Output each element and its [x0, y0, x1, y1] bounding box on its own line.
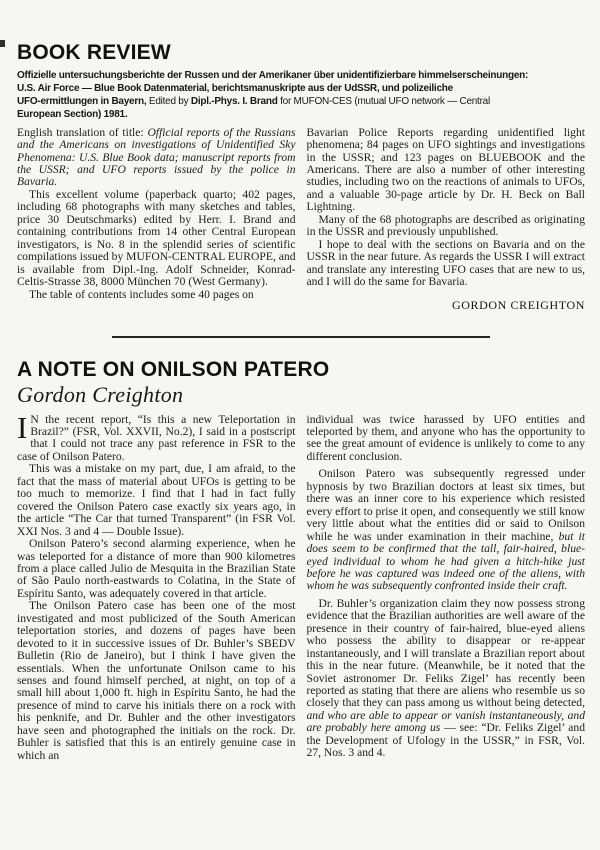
- column-left: [17, 409, 296, 763]
- paragraph: [307, 598, 586, 760]
- text-run: UFO-ermittlungen in Bayern,: [17, 95, 147, 107]
- text-run: N the recent report, “Is this a new Teleportation in Brazil?” (FSR, Vol. XXVII, No.2), I said in a postscript that I could not trace any past reference in FSR to the case of Onilson Patero.: [17, 412, 296, 463]
- note-article-columns: [17, 409, 586, 763]
- section-divider: [112, 336, 490, 338]
- column-right: [307, 414, 586, 763]
- paragraph: Onilson Patero’s second alarming experience, when he was teleported for a distance of more than 900 kilometres from a place called Julio de Mesquita in the Brazilian State of São Paulo north-eastwards to Colatina, in the State of Espíritu Santo, was adequately covered in that article.: [17, 537, 296, 600]
- text-run-italic: Official reports of the Russians and the Americans on investigations of Unidentified Sky Phenomena: U.S. Blue Book data; manuscript reports from the USSR; and UFO reports issued by the police in Bavaria.: [17, 125, 296, 189]
- note-article-heading: A NOTE ON ONILSON PATERO: [17, 357, 330, 381]
- column-left: [17, 127, 296, 312]
- text-run: Onilson Patero was subsequently regressed under hypnosis by two Brazilian doctors at least six times, but there was an inner core to his experience which resisted every effort to prise it open, and consequently we still know very little about what the entities did or said to Onilson while he was under examination in their machine,: [306, 467, 585, 543]
- paragraph: This excellent volume (paperback quarto; 402 pages, including 68 photographs with many sketches and tables, price 30 Deutschmarks) edited by Herr. I. Brand and containing contributions from 14 other Central European investigators, is No. 8 in the splendid series of scientific compilations issued by MUFON-CENTRAL EUROPE, and is available from Dipl.-Ing. Adolf Schneider, Konrad-Celtis-Strasse 38, 8000 München 70 (West Germany).: [17, 187, 296, 289]
- paragraph: [17, 127, 296, 189]
- paragraph: The Onilson Patero case has been one of the most investigated and most publicized of the South American teleportation stories, and dozens of pages have been devoted to it in successive issues of Dr. Buhler’s SBEDV Bulletin (Rio de Janeiro), but I think I have given the essentials. When the unfortunate Onilson came to his senses and found himself perched, at night, on top of a small hill about 1,000 ft. high in Espíritu Santo, he had the presence of mind to carve his initials there on a rock with his penknife, and Dr. Buhler and the other investigators have seen and photographed the initials on the rock. Dr. Buhler is satisfied that this is an entirely genuine case in which an: [17, 599, 296, 762]
- column-right: [307, 127, 586, 312]
- text-run-italic: but it does seem to be confirmed that the tall, fair-haired, blue-eyed individual to whom he had given a hitch-hike just before he was captured was indeed one of the aliens, with whom he was subsequently confronted inside their craft.: [306, 529, 586, 593]
- paragraph: This was a mistake on my part, due, I am afraid, to the fact that the mass of material about UFOs is getting to be too much to memorize. I find that I had in fact fully covered the Onilson Patero case exactly six years ago, in the article “The Car that turned Transparent” (in FSR Vol. XXI Nos. 3 and 4 — Double Issue).: [17, 462, 296, 538]
- paragraph: Many of the 68 photographs are described as originating in the USSR and previously unpublished.: [306, 212, 585, 239]
- scan-artifact: [0, 40, 5, 47]
- paragraph: I hope to deal with the sections on Bavaria and on the USSR in the near future. As regards the USSR I will extract and translate any interesting UFO cases that are new to us, and I will do the same for Bavaria.: [306, 237, 585, 289]
- note-article-byline: Gordon Creighton: [17, 381, 184, 407]
- text-run: Dr. Buhler’s organization claim they now possess strong evidence that the Brazilian authorities are well aware of the presence in their country of fair-haired, blue-eyed aliens who possess the ability to disappear or re-appear instantaneously, and I will translate a Brazilian report about this in the near future. (Meanwhile, be it noted that the Soviet astronomer Dr. Feliks Zigel’ has recently been reported as stating that there are aliens who resemble us so closely that they can pass among us without being detected,: [306, 596, 585, 710]
- text-run: Dipl.-Phys. I. Brand: [190, 95, 278, 107]
- paragraph: The table of contents includes some 40 pages on: [29, 287, 254, 301]
- reviewer-signature: GORDON CREIGHTON: [451, 297, 585, 312]
- book-review-subtitle: [17, 70, 585, 122]
- book-review-section: [17, 42, 585, 312]
- note-article-section: [17, 359, 585, 763]
- paragraph: individual was twice harassed by UFO entities and teleported by them, and anyone who has the opportunity to see the great amount of evidence is unlikely to come to any different conclusion.: [306, 412, 585, 463]
- subtitle-line: European Section) 1981.: [17, 108, 128, 120]
- text-run: Edited by: [146, 95, 191, 107]
- text-run: for MUFON-CES (mutual UFO network — Central: [277, 95, 490, 107]
- text-run-italic: and who are able to appear or vanish instantaneously, and are probably here among us: [306, 708, 585, 735]
- drop-cap: I: [17, 409, 28, 445]
- paragraph: [17, 409, 296, 464]
- text-run: English translation of title:: [17, 125, 148, 139]
- book-review-columns: [17, 127, 585, 312]
- book-review-heading: BOOK REVIEW: [17, 41, 171, 64]
- subtitle-line: [17, 96, 585, 109]
- subtitle-line: U.S. Air Force — Blue Book Datenmaterial, berichtsmanuskripte aus der UdSSR, und polizeiliche: [17, 82, 453, 94]
- text-run: — see: “Dr. Feliks Zigel’ and the Development of Ufology in the USSR,” in FSR, Vol. 27, Nos. 3 and 4.: [306, 721, 586, 760]
- paragraph: [307, 468, 586, 593]
- paragraph: Bavarian Police Reports regarding unidentified light phenomena; 84 pages on UFO sightings and investigations in the USSR; and 123 pages on BLUEBOOK and the Americans. There are also a number of other interesting studies, including two on the reactions of animals to UFOs, and a valuable 30-page article by Dr. H. Beck on Ball Lightning.: [306, 125, 585, 214]
- subtitle-line: Offizielle untersuchungsberichte der Russen und der Amerikaner über unidentifizierbare himmelserscheinungen:: [17, 70, 529, 81]
